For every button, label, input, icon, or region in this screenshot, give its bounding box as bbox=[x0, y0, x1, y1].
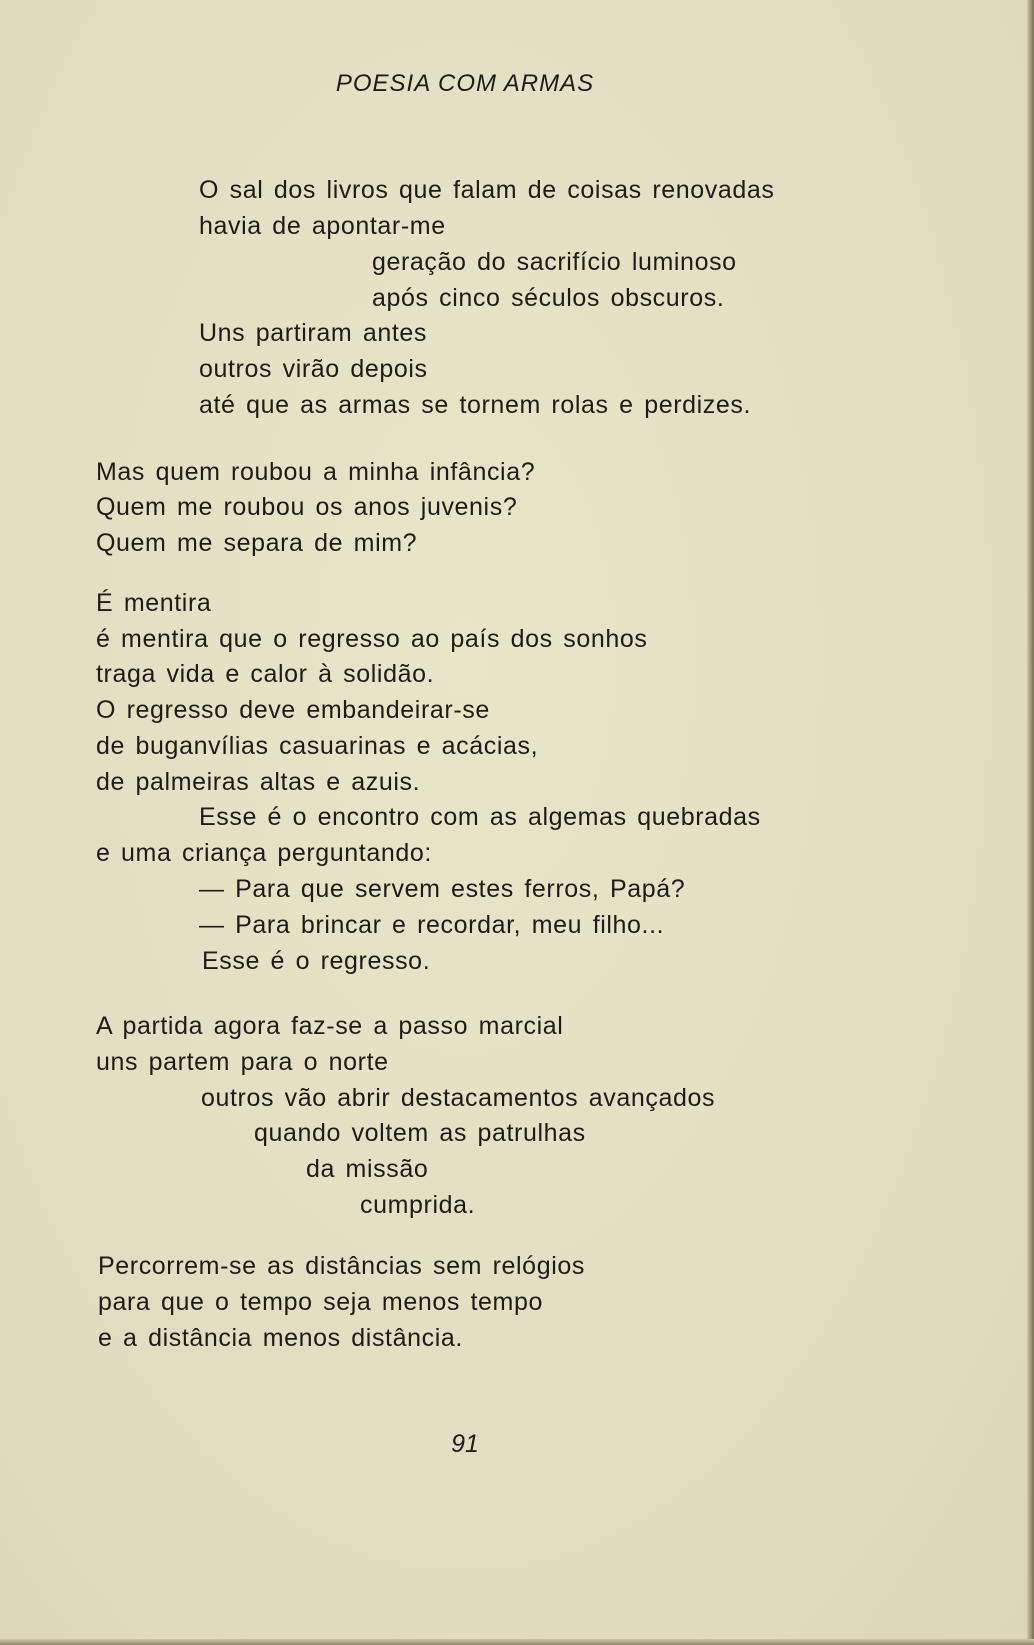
poem-line: havia de apontar-me bbox=[199, 212, 446, 240]
poem-line: cumprida. bbox=[360, 1191, 476, 1219]
poem-line: geração do sacrifício luminoso bbox=[372, 248, 737, 276]
poem-line: para que o tempo seja menos tempo bbox=[98, 1288, 543, 1316]
poem-line: e a distância menos distância. bbox=[98, 1324, 463, 1352]
poem-line: outros virão depois bbox=[199, 355, 428, 383]
poem-line: A partida agora faz-se a passo marcial bbox=[96, 1012, 564, 1040]
poem-line: Esse é o encontro com as algemas quebradas bbox=[199, 803, 761, 831]
poem-line: quando voltem as patrulhas bbox=[254, 1119, 586, 1147]
page-number: 91 bbox=[451, 1430, 479, 1458]
poem-line: Mas quem roubou a minha infância? bbox=[96, 458, 536, 486]
poem-line: — Para brincar e recordar, meu filho... bbox=[199, 911, 665, 939]
poem-line: e uma criança perguntando: bbox=[96, 839, 432, 867]
poem-line: É mentira bbox=[96, 589, 212, 617]
poem-line: é mentira que o regresso ao país dos sonhos bbox=[96, 625, 648, 653]
poem-line: até que as armas se tornem rolas e perdizes. bbox=[199, 391, 752, 419]
running-head: POESIA COM ARMAS bbox=[335, 70, 595, 97]
poem-line: traga vida e calor à solidão. bbox=[96, 660, 435, 688]
poem-line: da missão bbox=[306, 1155, 429, 1183]
poem-line: Quem me roubou os anos juvenis? bbox=[96, 493, 518, 521]
poem-line: após cinco séculos obscuros. bbox=[372, 284, 725, 312]
poem-line: O sal dos livros que falam de coisas renovadas bbox=[199, 176, 775, 204]
poem-line: uns partem para o norte bbox=[96, 1048, 389, 1076]
poem-line: Esse é o regresso. bbox=[202, 947, 431, 975]
poem-line: — Para que servem estes ferros, Papá? bbox=[199, 875, 686, 903]
poem-line: Uns partiram antes bbox=[199, 319, 427, 347]
poem-line: de buganvílias casuarinas e acácias, bbox=[96, 732, 539, 760]
page-edge-right bbox=[1027, 0, 1034, 1645]
poem-line: Quem me separa de mim? bbox=[96, 529, 418, 557]
poem-line: Percorrem-se as distâncias sem relógios bbox=[98, 1252, 585, 1280]
poem-line: O regresso deve embandeirar-se bbox=[96, 696, 490, 724]
page-edge-bottom bbox=[0, 1639, 1034, 1645]
poem-line: outros vão abrir destacamentos avançados bbox=[201, 1084, 716, 1112]
poem-line: de palmeiras altas e azuis. bbox=[96, 768, 421, 796]
